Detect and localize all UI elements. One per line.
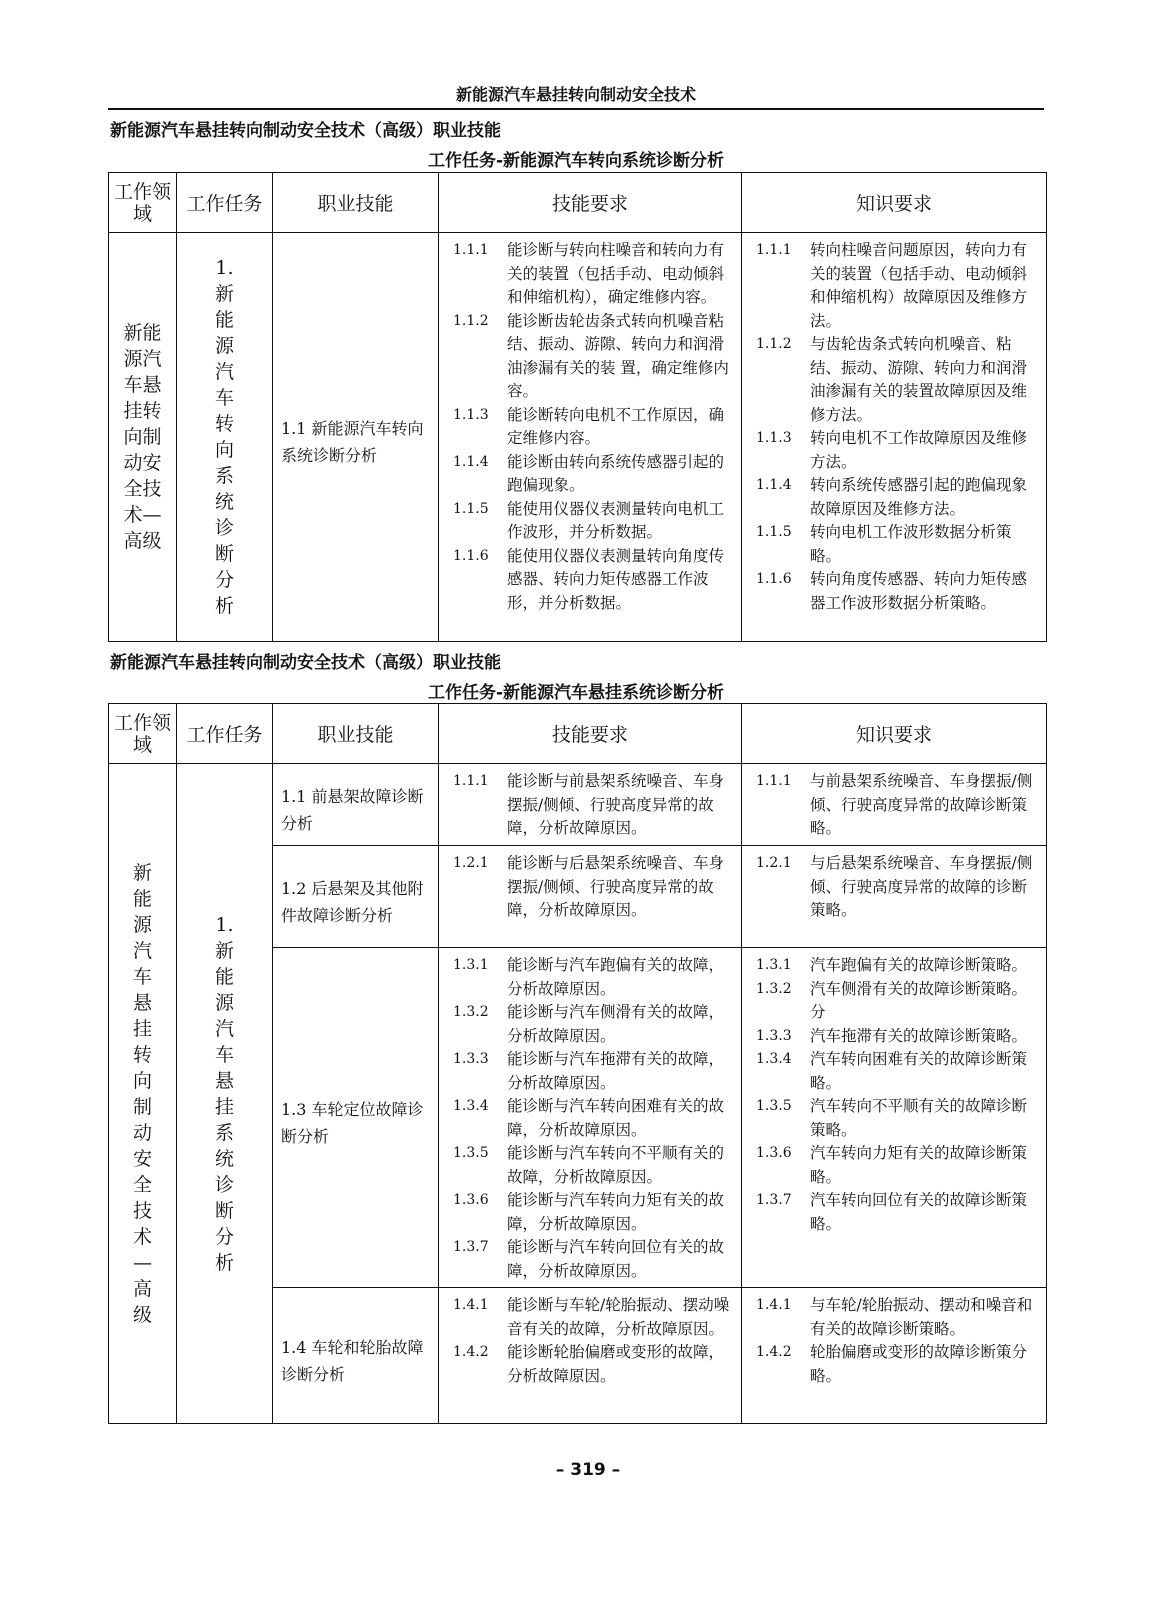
requirement-item: [756, 1025, 1038, 1049]
requirement-item: [453, 239, 733, 310]
requirement-text: 与齿轮齿条式转向机噪音、粘结、振动、游隙、转向力和润滑油渗漏有关的装置故障原因及维修方法。: [810, 335, 1028, 424]
requirement-item: [453, 1341, 733, 1388]
skill-text: 1.1 新能源汽车转向系统诊断分析: [281, 419, 424, 465]
requirement-text: 汽车转向不平顺有关的故障诊断策略。: [810, 1097, 1028, 1139]
requirement-item: [453, 310, 733, 404]
header-skill: 职业技能: [273, 173, 439, 233]
requirement-number: 1.2.1: [756, 855, 792, 871]
requirement-number: 1.4.2: [756, 1344, 792, 1360]
running-header: 新能源汽车悬挂转向制动安全技术: [108, 84, 1044, 110]
requirement-item: [756, 1048, 1038, 1095]
requirement-number: 1.1.4: [453, 453, 489, 470]
requirement-number: 1.3.2: [756, 980, 792, 997]
requirement-text: 汽车侧滑有关的故障诊断策略。分: [810, 979, 1028, 1021]
requirement-text: 能诊断与前悬架系统噪音、车身摆振/侧倾、行驶高度异常的故障，分析故障原因。: [507, 772, 725, 837]
work-area-text: 新能源汽车悬挂转向制动安全技术—高级: [132, 861, 152, 1326]
requirement-number: 1.1.2: [453, 312, 489, 329]
requirement-text: 能诊断与汽车转向回位有关的故障，分析故障原因。: [507, 1238, 725, 1280]
requirement-number: 1.1.6: [756, 571, 792, 587]
skill-cell: [273, 1288, 439, 1424]
requirement-item: [756, 474, 1038, 521]
requirement-number: 1.3.6: [756, 1145, 792, 1161]
requirement-number: 1.3.3: [453, 1051, 489, 1067]
knowledge-requirements: [742, 948, 1047, 1288]
header-task: 工作任务: [177, 704, 273, 764]
requirement-text: 与前悬架系统噪音、车身摆振/侧倾、行驶高度异常的故障诊断策略。: [810, 772, 1033, 837]
requirement-number: 1.4.2: [453, 1344, 489, 1360]
requirement-text: 能使用仪器仪表测量转向角度传感器、转向力矩传感器工作波形，并分析数据。: [507, 546, 725, 612]
requirement-number: 1.3.7: [453, 1239, 489, 1255]
requirement-item: [453, 404, 733, 451]
requirement-text: 转向电机不工作故障原因及维修方法。: [810, 429, 1028, 471]
requirement-text: 能诊断转向电机不工作原因，确定维修内容。: [507, 405, 725, 447]
requirement-text: 能诊断与后悬架系统噪音、车身摆振/侧倾、行驶高度异常的故障，分析故障原因。: [507, 854, 725, 919]
skill-requirements: [439, 1288, 742, 1424]
requirement-text: 能诊断与汽车侧滑有关的故障，分析故障原因。: [507, 1003, 725, 1045]
requirement-number: 1.1.3: [453, 406, 489, 423]
requirement-item: [453, 498, 733, 545]
requirement-item: [453, 1001, 733, 1048]
requirement-number: 1.3.6: [453, 1192, 489, 1208]
requirement-item: [453, 1142, 733, 1189]
header-area: 工作领域: [109, 173, 177, 233]
task-title: 工作任务-新能源汽车转向系统诊断分析: [427, 151, 725, 171]
work-task-cell: [177, 233, 273, 642]
requirement-number: 1.3.4: [453, 1098, 489, 1114]
requirement-number: 1.1.1: [453, 242, 489, 258]
requirement-text: 能诊断与汽车拖滞有关的故障，分析故障原因。: [507, 1050, 725, 1092]
task-title: 工作任务-新能源汽车悬挂系统诊断分析: [427, 683, 725, 703]
requirement-text: 能诊断与汽车跑偏有关的故障，分析故障原因。: [507, 956, 725, 998]
skill-cell: [273, 846, 439, 948]
requirement-item: [756, 521, 1038, 568]
requirement-number: 1.1.1: [453, 773, 489, 789]
requirement-item: [756, 978, 1038, 1025]
requirement-number: 1.3.2: [453, 1004, 489, 1020]
header-knowledge-req: 知识要求: [742, 704, 1047, 764]
requirement-number: 1.3.1: [453, 957, 489, 973]
work-task-cell: [177, 764, 273, 1424]
requirement-number: 1.1.5: [453, 500, 489, 517]
requirement-text: 能诊断齿轮齿条式转向机噪音粘结、振动、游隙、转向力和润滑油渗漏有关的装 置，确定维修内容。: [507, 311, 729, 400]
knowledge-requirements: [742, 764, 1047, 846]
skill-text: 1.4 车轮和轮胎故障诊断分析: [281, 1337, 424, 1384]
requirement-text: 能使用仪器仪表测量转向电机工作波形，并分析数据。: [507, 499, 725, 541]
requirement-text: 汽车转向力矩有关的故障诊断策略。: [810, 1144, 1028, 1186]
requirement-text: 与车轮/轮胎振动、摆动和噪音和有关的故障诊断策略。: [810, 1296, 1033, 1338]
requirement-item: [453, 1189, 733, 1236]
requirement-text: 能诊断与汽车转向力矩有关的故障，分析故障原因。: [507, 1191, 725, 1233]
section-title: 新能源汽车悬挂转向制动安全技术（高级）职业技能: [110, 653, 501, 673]
requirement-item: [453, 545, 733, 616]
requirement-number: 1.3.5: [453, 1145, 489, 1161]
requirement-text: 能诊断与车轮/轮胎振动、摆动噪音有关的故障，分析故障原因。: [507, 1296, 730, 1338]
requirement-text: 转向电机工作波形数据分析策略。: [810, 523, 1012, 565]
work-area-cell: [109, 764, 177, 1424]
knowledge-requirements: [742, 1288, 1047, 1424]
header-skill-req: 技能要求: [439, 173, 742, 233]
skills-table-steering: [108, 172, 1047, 642]
page-number: – 319 –: [555, 1460, 621, 1480]
requirement-item: [756, 770, 1038, 841]
work-task-text: 1. 新能源汽车转向系统诊断分析: [214, 257, 234, 617]
requirement-text: 转向角度传感器、转向力矩传感器工作波形数据分析策略。: [810, 570, 1028, 612]
skill-text: 1.1 前悬架故障诊断分析: [281, 786, 424, 833]
requirement-text: 能诊断轮胎偏磨或变形的故障，分析故障原因。: [507, 1343, 725, 1385]
requirement-text: 能诊断由转向系统传感器引起的跑偏现象。: [507, 452, 725, 494]
requirement-number: 1.3.3: [756, 1027, 792, 1044]
header-skill: 职业技能: [273, 704, 439, 764]
header-task: 工作任务: [177, 173, 273, 233]
requirement-item: [756, 852, 1038, 923]
requirement-text: 转向柱噪音问题原因，转向力有关的装置（包括手动、电动倾斜和伸缩机构）故障原因及维修方法。: [810, 241, 1028, 330]
work-area-cell: [109, 233, 177, 642]
requirement-text: 与后悬架系统噪音、车身摆振/侧倾、行驶高度异常的故障的诊断策略。: [810, 854, 1033, 919]
skill-cell: [273, 764, 439, 846]
requirement-text: 汽车转向回位有关的故障诊断策略。: [810, 1191, 1028, 1233]
requirement-item: [756, 333, 1038, 427]
requirement-item: [453, 451, 733, 498]
requirement-number: 1.1.1: [756, 242, 792, 258]
knowledge-requirements: [742, 846, 1047, 948]
requirement-number: 1.1.5: [756, 524, 792, 540]
header-knowledge-req: 知识要求: [742, 173, 1047, 233]
requirement-item: [756, 239, 1038, 333]
requirement-item: [453, 1294, 733, 1341]
requirement-text: 转向系统传感器引起的跑偏现象故障原因及维修方法。: [810, 476, 1028, 518]
requirement-item: [453, 1236, 733, 1283]
requirement-item: [756, 954, 1038, 978]
requirement-item: [756, 1341, 1038, 1388]
skill-requirements: [439, 233, 742, 642]
requirement-item: [453, 954, 733, 1001]
requirement-number: 1.1.3: [756, 430, 792, 446]
requirement-number: 1.3.1: [756, 957, 792, 973]
skill-requirements: [439, 846, 742, 948]
requirement-number: 1.1.2: [756, 336, 792, 352]
header-skill-req: 技能要求: [439, 704, 742, 764]
requirement-number: 1.2.1: [453, 855, 489, 871]
skill-text: 1.3 车轮定位故障诊断分析: [281, 1099, 424, 1146]
requirement-text: 汽车拖滞有关的故障诊断策略。: [810, 1026, 1028, 1045]
work-area-text: 新能源汽车悬挂转向制动安全技术—高级: [123, 322, 162, 552]
skills-table-suspension: [108, 703, 1047, 1424]
requirement-text: 能诊断与转向柱噪音和转向力有关的装置（包括手动、电动倾斜和伸缩机构），确定维修内容。: [507, 241, 725, 306]
requirement-item: [453, 770, 733, 841]
skill-cell: [273, 948, 439, 1288]
skill-requirements: [439, 948, 742, 1288]
requirement-number: 1.1.6: [453, 547, 489, 564]
requirement-item: [756, 1095, 1038, 1142]
requirement-text: 能诊断与汽车转向困难有关的故障，分析故障原因。: [507, 1097, 725, 1139]
requirement-item: [453, 852, 733, 923]
requirement-number: 1.3.4: [756, 1051, 792, 1067]
work-task-text: 1. 新能源汽车悬挂系统诊断分析: [214, 913, 234, 1274]
requirement-text: 汽车跑偏有关的故障诊断策略。: [810, 956, 1028, 974]
skill-cell: [273, 233, 439, 642]
requirement-number: 1.3.7: [756, 1192, 792, 1208]
skill-requirements: [439, 764, 742, 846]
skill-text: 1.2 后悬架及其他附件故障诊断分析: [281, 878, 424, 925]
requirement-text: 能诊断与汽车转向不平顺有关的故障，分析故障原因。: [507, 1144, 725, 1186]
requirement-item: [453, 1095, 733, 1142]
requirement-item: [756, 1142, 1038, 1189]
requirement-item: [453, 1048, 733, 1095]
requirement-number: 1.3.5: [756, 1098, 792, 1114]
requirement-text: 轮胎偏磨或变形的故障诊断策分略。: [810, 1343, 1028, 1385]
requirement-item: [756, 427, 1038, 474]
section-title: 新能源汽车悬挂转向制动安全技术（高级）职业技能: [110, 121, 501, 141]
requirement-item: [756, 568, 1038, 615]
knowledge-requirements: [742, 233, 1047, 642]
requirement-number: 1.4.1: [453, 1297, 489, 1313]
requirement-text: 汽车转向困难有关的故障诊断策略。: [810, 1050, 1028, 1092]
requirement-number: 1.4.1: [756, 1297, 792, 1313]
requirement-item: [756, 1294, 1038, 1341]
requirement-number: 1.1.1: [756, 773, 792, 789]
requirement-number: 1.1.4: [756, 477, 792, 493]
header-area: 工作领域: [109, 704, 177, 764]
requirement-item: [756, 1189, 1038, 1236]
